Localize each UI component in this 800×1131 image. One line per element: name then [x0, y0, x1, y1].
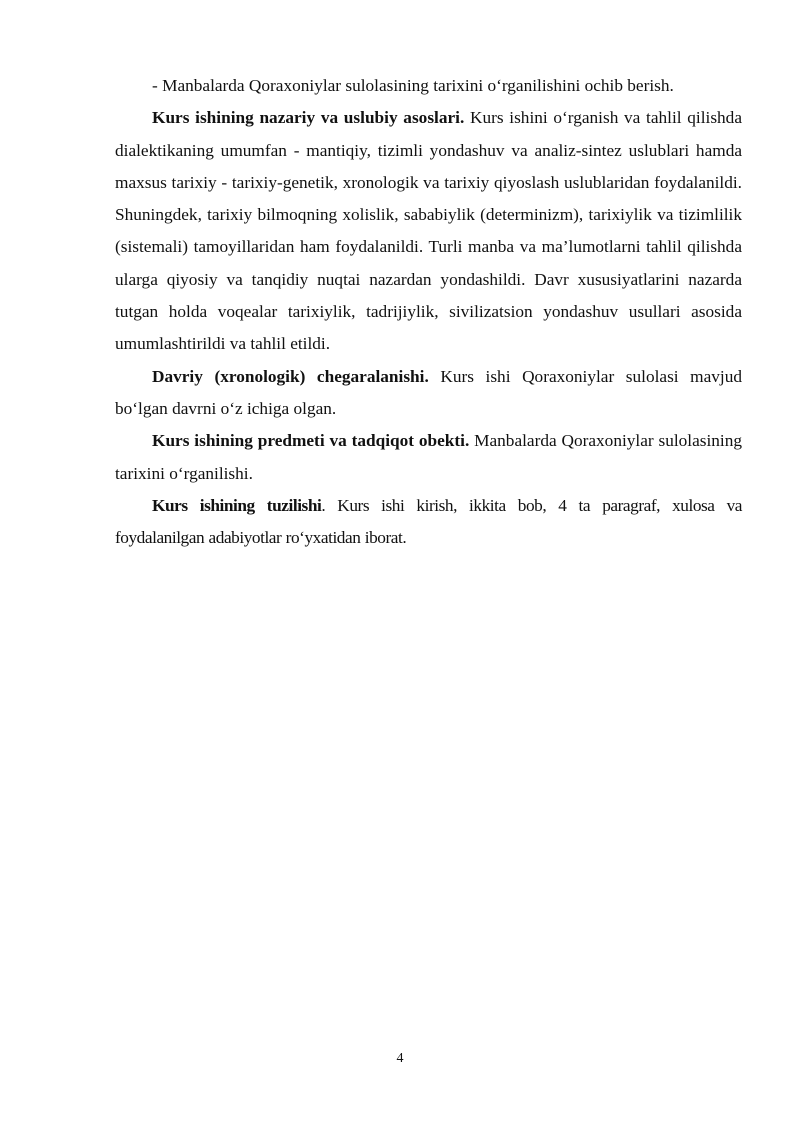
paragraph-chronology: [115, 361, 742, 426]
paragraph-heading: Kurs ishining predmeti va tadqiqot obekti.: [152, 431, 470, 451]
paragraph-structure: [115, 490, 742, 555]
paragraph-heading: Kurs ishining tuzilishi: [152, 495, 322, 515]
paragraph-text: Manbalarda Qoraxoniylar sulolasining tarixini o‘rganilishi.: [115, 431, 743, 483]
paragraph-text: . Kurs ishi kirish, ikkita bob, 4 ta paragraf, xulosa va foydalanilgan adabiyotlar ro‘yxatidan iborat.: [115, 495, 743, 548]
paragraph-methodology: [115, 102, 742, 360]
page-number: 4: [396, 1051, 404, 1066]
document-body: [115, 70, 742, 554]
paragraph-subject-object: [115, 425, 742, 490]
paragraph-objective-item: [115, 70, 742, 102]
paragraph-text: Kurs ishini o‘rganish va tahlil qilishda dialektikaning umumfan - mantiqiy, tizimli yondashuv va analiz-sintez uslublari hamda maxsus tarixiy - tarixiy-genetik, xronologik va tarixiy qiyoslash uslublaridan foydalanildi. Shuningdek, tarixiy bilmoqning xolislik, sababiylik (determinizm), tarixiylik va tizimlilik (sistemali) tamoyillaridan ham foydalanildi. Turli manba va ma’lumotlarni tahlil qilishda ularga qiyosiy va tanqidiy nuqtai nazardan yondashildi. Davr xususiyatlarini nazarda tutgan holda voqealar tarixiylik, tadrijiylik, sivilizatsion yondashuv usullari asosida umumlashtirildi va tahlil etildi.: [115, 108, 742, 354]
paragraph-text: - Manbalarda Qoraxoniylar sulolasining tarixini o‘rganilishini ochib berish.: [152, 76, 674, 95]
paragraph-heading: Kurs ishining nazariy va uslubiy asoslari.: [152, 108, 465, 128]
paragraph-text: Kurs ishi Qoraxoniylar sulolasi mavjud bo‘lgan davrni o‘z ichiga olgan.: [115, 366, 743, 418]
paragraph-heading: Davriy (xronologik) chegaralanishi.: [152, 366, 429, 386]
